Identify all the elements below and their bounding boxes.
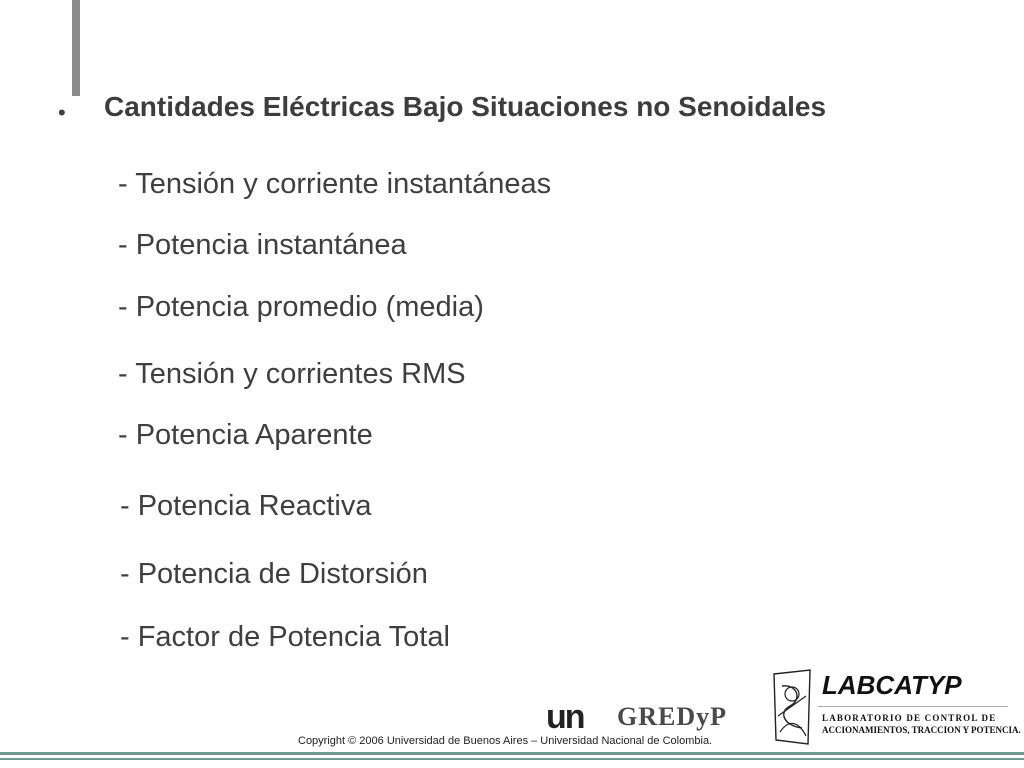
labcatyp-title: LABCATYP [822,670,962,700]
list-item: - Potencia Reactiva [120,490,372,522]
copyright-text: Copyright © 2006 Universidad de Buenos Aires – Universidad Nacional de Colombia. [298,735,713,747]
labcatyp-logo-icon [768,666,816,748]
list-item: - Factor de Potencia Total [120,621,450,653]
list-item: - Tensión y corriente instantáneas [118,168,552,200]
footer-line [0,752,1024,755]
list-item: - Potencia Aparente [118,419,373,451]
un-logo: un [546,698,584,736]
footer-line [0,758,1024,760]
lab-subtitle-line2: ACCIONAMIENTOS, TRACCION Y POTENCIA. [822,725,1021,735]
list-item: - Potencia instantánea [118,229,407,261]
list-item: - Potencia promedio (media) [118,291,484,323]
decorative-vertical-bar [72,0,80,96]
title-bullet: • [58,100,66,125]
lab-divider [818,706,1008,707]
gredyp-logo: GREDyP [617,702,727,731]
slide-title: Cantidades Eléctricas Bajo Situaciones no Senoidales [104,91,827,122]
lab-subtitle-line1: LABORATORIO DE CONTROL DE [822,713,997,723]
list-item: - Potencia de Distorsión [120,558,428,590]
list-item: - Tensión y corrientes RMS [118,358,466,390]
